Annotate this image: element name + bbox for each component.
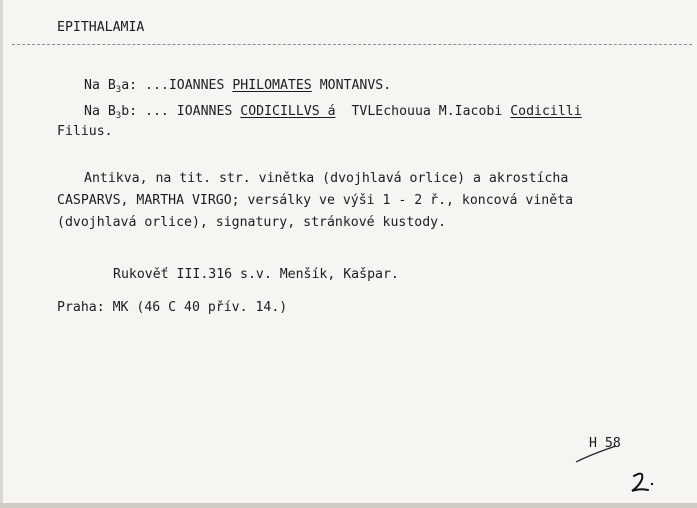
handwritten-mark-2 (628, 470, 658, 496)
card-bottom-edge (0, 503, 697, 508)
name-codicillus: CODICILLVS á (240, 104, 336, 119)
description-line-2: CASPARVS, MARTHA VIRGO; versálky ve výši 1 - 2 ř., koncová viněta (57, 193, 574, 208)
name-codicilli: Codicilli (510, 104, 582, 119)
heading-rule (12, 44, 692, 45)
entry-b3b-continuation: Filius. (57, 124, 113, 139)
location-shelfmark: Praha: MK (46 C 40 přív. 14.) (57, 300, 288, 315)
description-line-1: Antikva, na tit. str. vinětka (dvojhlavá orlice) a akrostícha (84, 171, 569, 186)
card-left-edge (0, 0, 3, 508)
bibliographic-reference: Rukověť III.316 s.v. Menšík, Kašpar. (113, 267, 399, 282)
name-philomates: PHILOMATES (232, 78, 312, 93)
handwritten-stroke (572, 440, 632, 470)
entry-b3b: Na $B_3b$: ... IOANNES CODICILLVS á TVLEchouua M.Iacobi Codicilli (84, 104, 582, 121)
entry-b3a: Na $B_3a$: ...IOANNES PHILOMATES MONTANVS. (84, 78, 392, 95)
card-number: H 58 (589, 436, 621, 451)
description-line-3: (dvojhlavá orlice), signatury, stránkové kustody. (57, 215, 447, 230)
card-heading: EPITHALAMIA (57, 20, 145, 35)
